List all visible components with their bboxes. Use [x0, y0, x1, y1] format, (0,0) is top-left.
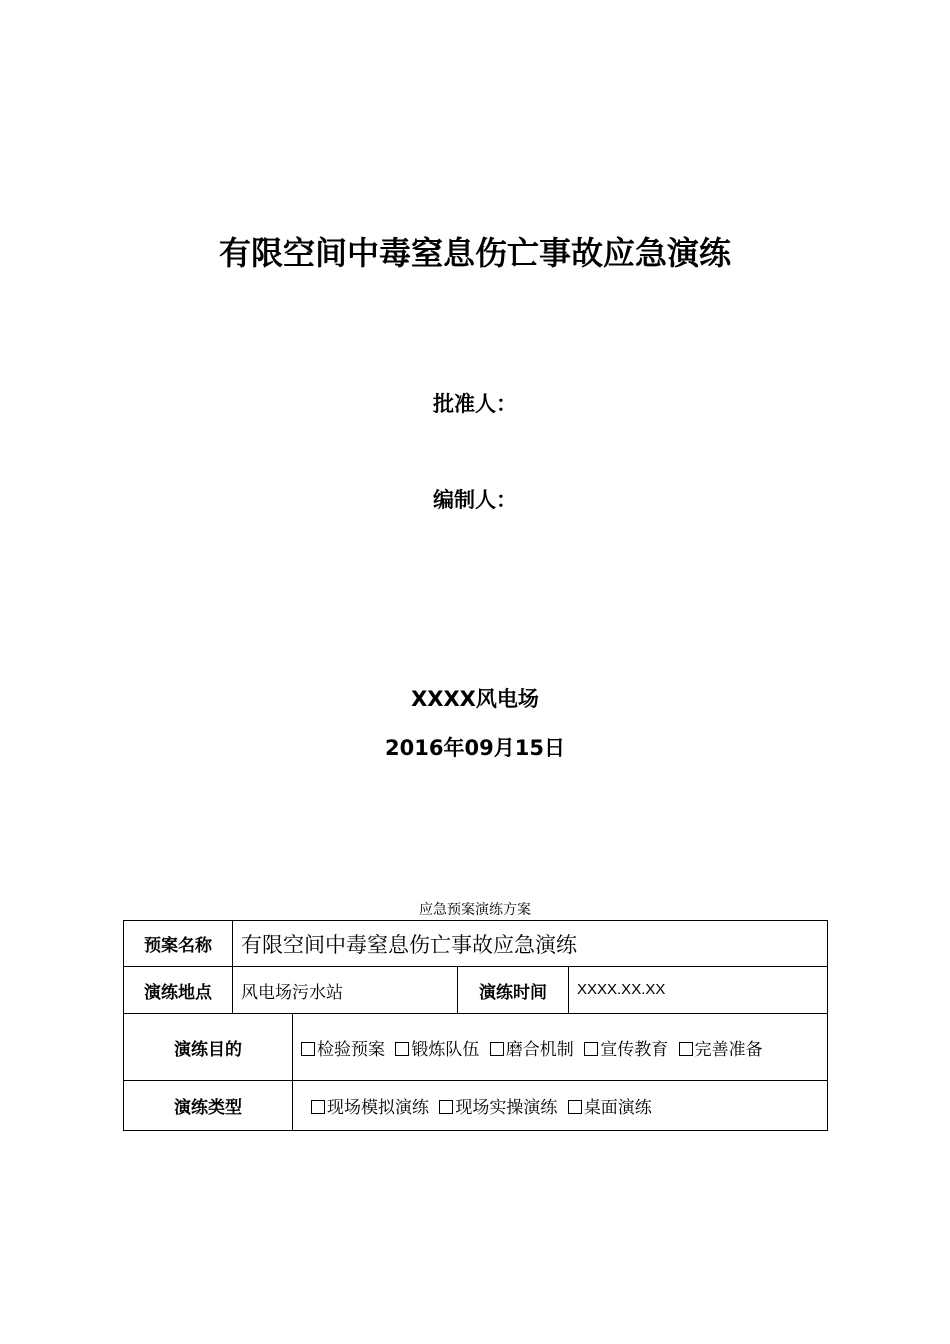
- table-row: [124, 921, 828, 967]
- time-label: 演练时间: [458, 967, 569, 1014]
- purpose-options: [293, 1014, 828, 1081]
- author-label: 编制人：: [433, 488, 517, 512]
- type-options: [293, 1081, 828, 1131]
- type-option[interactable]: 桌面演练: [568, 1098, 652, 1118]
- organization-name: XXXX风电场: [411, 687, 539, 711]
- purpose-option[interactable]: 磨合机制: [490, 1040, 574, 1060]
- table-row: [124, 1014, 828, 1081]
- document-title: 有限空间中毒窒息伤亡事故应急演练: [218, 234, 731, 272]
- checkbox-icon[interactable]: [568, 1100, 582, 1114]
- purpose-option[interactable]: 完善准备: [679, 1040, 763, 1060]
- table-row: [124, 967, 828, 1014]
- checkbox-icon[interactable]: [584, 1042, 598, 1056]
- purpose-option[interactable]: 宣传教育: [584, 1040, 668, 1060]
- type-option[interactable]: 现场模拟演练: [311, 1098, 429, 1118]
- document-date: 2016年09月15日: [385, 736, 565, 760]
- time-value: XXXX.XX.XX: [569, 967, 828, 1014]
- checkbox-icon[interactable]: [395, 1042, 409, 1056]
- checkbox-icon[interactable]: [679, 1042, 693, 1056]
- checkbox-icon[interactable]: [439, 1100, 453, 1114]
- plan-name-label: 预案名称: [124, 921, 233, 967]
- table-caption: 应急预案演练方案: [419, 902, 531, 918]
- location-value: 风电场污水站: [233, 967, 458, 1014]
- type-label: 演练类型: [124, 1081, 293, 1131]
- plan-name-value: 有限空间中毒窒息伤亡事故应急演练: [233, 921, 828, 967]
- checkbox-icon[interactable]: [490, 1042, 504, 1056]
- table-row: [124, 1081, 828, 1131]
- drill-plan-table: [123, 920, 828, 1131]
- purpose-option[interactable]: 检验预案: [301, 1040, 385, 1060]
- checkbox-icon[interactable]: [311, 1100, 325, 1114]
- approver-label: 批准人：: [433, 392, 517, 416]
- purpose-option[interactable]: 锻炼队伍: [395, 1040, 479, 1060]
- type-option[interactable]: 现场实操演练: [439, 1098, 557, 1118]
- checkbox-icon[interactable]: [301, 1042, 315, 1056]
- purpose-label: 演练目的: [124, 1014, 293, 1081]
- location-label: 演练地点: [124, 967, 233, 1014]
